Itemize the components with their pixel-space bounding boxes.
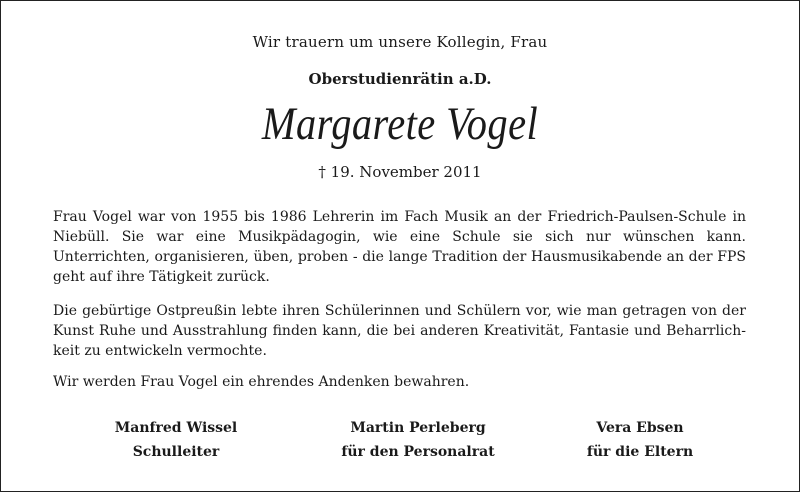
signatory-principal	[66, 416, 286, 464]
signatory-name: Manfred Wissel	[114, 420, 238, 436]
signatory-name: Vera Ebsen	[596, 420, 684, 436]
signatory-name: Martin Perleberg	[350, 420, 486, 436]
signatory-staff-council	[308, 416, 528, 464]
death-date: † 19. November 2011	[318, 163, 482, 181]
paragraph-closing: Wir werden Frau Vogel ein ehrendes Andenken bewahren.	[53, 374, 470, 390]
intro-line: Wir trauern um unsere Kollegin, Frau	[252, 33, 548, 51]
signatory-role: für den Personalrat	[341, 444, 495, 460]
paragraph-tribute: Die gebürtige Ostpreußin lebte ihren Schülerinnen und Schülern vor, wie man getragen von der Kunst Ruhe und Ausstrahlung finden kann, die bei anderen Kreativität, Fantasie und Beharrlichkeit zu entwickeln vermochte.	[53, 303, 746, 359]
academic-rank: Oberstudienrätin a.D.	[308, 70, 492, 88]
deceased-name: Margarete Vogel	[261, 98, 539, 150]
signatory-parents	[530, 416, 750, 464]
signatory-role: für die Eltern	[586, 444, 694, 460]
paragraph-career: Frau Vogel war von 1955 bis 1986 Lehrerin im Fach Musik an der Friedrich-Paulsen-Schule in Niebüll. Sie war eine Musikpädagogin, wie eine Schule sie sich nur wünschen kann. Unterrichten, organisieren, üben, proben - die lange Tradition der Hausmusikabende an der FPS geht auf ihre Tätigkeit zurück.	[53, 209, 746, 285]
signatory-role: Schulleiter	[132, 444, 220, 460]
